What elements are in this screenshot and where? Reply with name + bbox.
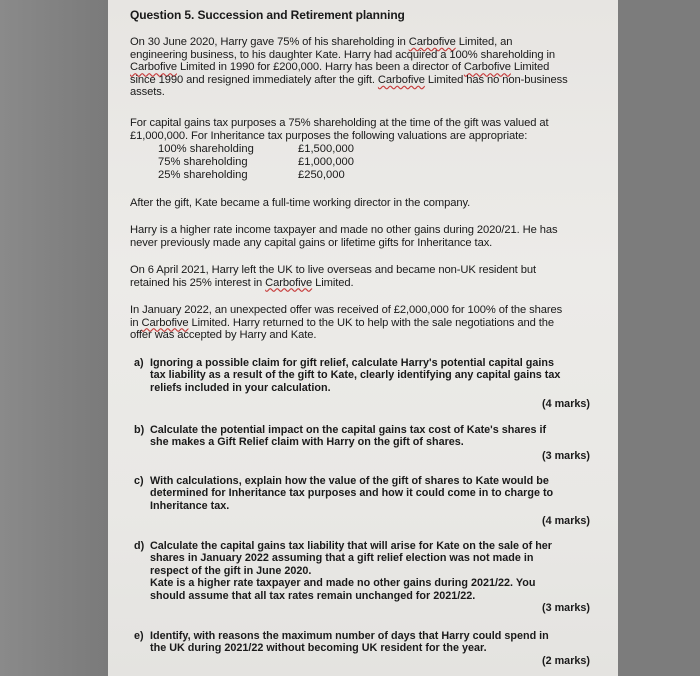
company-name: Carbofive [463,61,511,74]
valuation-value: £250,000 [298,169,345,181]
valuation-value: £1,000,000 [298,156,354,168]
question-line: With calculations, explain how the value of the gift of shares to Kate would be [150,475,549,487]
question-line: tax liability as a result of the gift to Kate, clearly identifying any capital gains tax [150,369,561,382]
question-line: Calculate the potential impact on the capital gains tax cost of Kate's shares if [150,424,547,436]
background-left [0,0,108,676]
question-label: b) [134,424,145,436]
marks-a: (4 marks) [541,398,590,410]
question-line: she makes a Gift Relief claim with Harry on the gift of shares. [150,436,464,449]
p2-line-2: £1,000,000. For Inheritance tax purposes the following valuations are appropriate: [130,129,528,142]
question-line: shares in January 2022 assuming that a gift relief election was not made in [150,552,534,565]
marks-c: (4 marks) [541,515,590,527]
p1-line-2: engineering business, to his daughter Kate. Harry had acquired a 100% shareholding in [130,48,555,61]
p5-line-1: On 6 April 2021, Harry left the UK to live overseas and became non-UK resident but [130,264,536,276]
question-label: a) [134,357,144,369]
question-line: Inheritance tax. [150,499,230,512]
marks-e: (2 marks) [541,655,590,667]
background-right [618,0,700,676]
p1-line-1: On 30 June 2020, Harry gave 75% of his shareholding in Carbofive Limited, an [130,36,513,48]
p6-line-2: in Carbofive Limited. Harry returned to the UK to help with the sale negotiations and the [130,316,554,329]
question-line: determined for Inheritance tax purposes and how it could come in to charge to [150,487,554,500]
question-line: should assume that all tax rates remain unchanged for 2021/22. [150,589,476,602]
p6-line-1: In January 2022, an unexpected offer was received of £2,000,000 for 100% of the shares [130,304,563,316]
p1-line-3: Carbofive Limited in 1990 for £200,000. Harry has been a director of Carbofive Limited [130,61,550,74]
marks-b: (3 marks) [541,450,590,462]
company-name: Carbofive [130,61,177,74]
question-line: the UK during 2021/22 without becoming UK resident for the year. [150,642,487,655]
question-line: Calculate the capital gains tax liability that will arise for Kate on the sale of her [150,540,552,552]
company-name: Carbofive [408,36,456,48]
valuation-label: 75% shareholding [158,156,248,168]
document-page [108,0,618,676]
p4-line-1: Harry is a higher rate income taxpayer and made no other gains during 2020/21. He has [130,224,558,236]
question-label: e) [134,630,144,642]
p4-line-2: never previously made any capital gains or lifetime gifts for Inheritance tax. [130,236,493,249]
question-label: d) [134,540,145,552]
p2-line-1: For capital gains tax purposes a 75% shareholding at the time of the gift was valued at [130,117,549,129]
question-line: Ignoring a possible claim for gift relief, calculate Harry's potential capital gains [150,357,554,369]
marks-d: (3 marks) [541,602,590,614]
valuation-value: £1,500,000 [298,143,354,155]
p1-line-4: since 1990 and resigned immediately after the gift. Carbofive Limited has no non-business [130,73,568,86]
p3-line-1: After the gift, Kate became a full-time working director in the company. [130,197,471,209]
question-line: reliefs included in your calculation. [150,381,331,394]
p5-line-2: retained his 25% interest in Carbofive Limited. [130,276,354,289]
question-title: Question 5. Succession and Retirement planning [130,8,405,22]
valuation-label: 25% shareholding [158,169,248,181]
question-line: Identify, with reasons the maximum number of days that Harry could spend in [150,630,549,642]
p6-line-3: offer was accepted by Harry and Kate. [130,329,317,342]
valuation-label: 100% shareholding [158,143,254,155]
p1-line-5: assets. [130,86,165,99]
question-line: respect of the gift in June 2020. [150,564,312,577]
company-name: Carbofive [377,73,425,86]
question-line: Kate is a higher rate taxpayer and made no other gains during 2021/22. You [150,577,536,590]
company-name: Carbofive [265,276,313,289]
question-label: c) [134,475,144,487]
company-name: Carbofive [141,316,189,329]
